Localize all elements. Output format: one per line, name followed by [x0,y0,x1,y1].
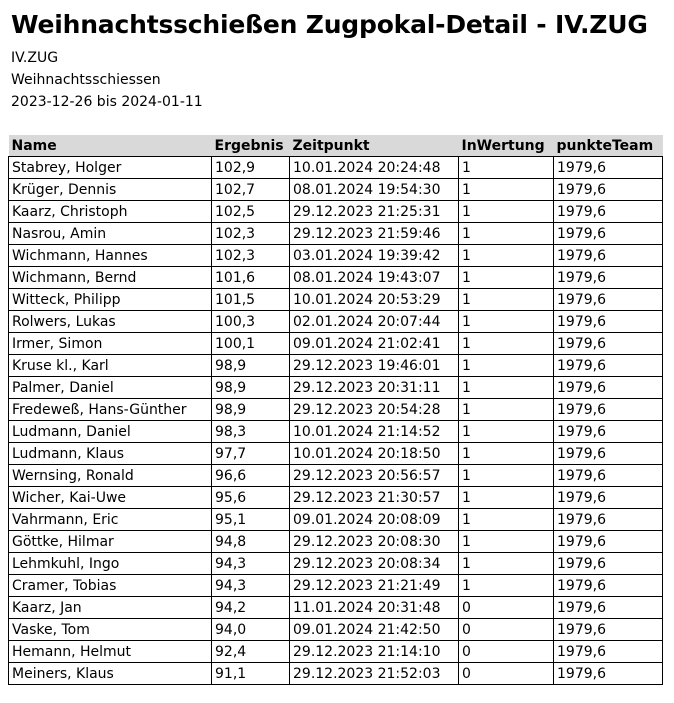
cell-ergebnis: 96,6 [212,465,290,487]
cell-inwertung: 1 [459,421,554,443]
cell-name: Meiners, Klaus [9,663,212,685]
cell-punkteteam: 1979,6 [554,443,663,465]
cell-inwertung: 1 [459,333,554,355]
group-name: IV.ZUG [11,50,59,66]
date-range: 2023-12-26 bis 2024-01-11 [11,94,203,110]
table-row [9,179,663,201]
cell-ergebnis: 95,1 [212,509,290,531]
cell-ergebnis: 102,5 [212,201,290,223]
cell-inwertung: 1 [459,487,554,509]
table-row [9,597,663,619]
table-row [9,289,663,311]
cell-inwertung: 1 [459,553,554,575]
cell-zeitpunkt: 29.12.2023 20:08:30 [290,531,459,553]
cell-inwertung: 1 [459,267,554,289]
cell-ergebnis: 101,5 [212,289,290,311]
event-name: Weihnachtsschiessen [11,72,161,88]
cell-inwertung: 1 [459,465,554,487]
cell-punkteteam: 1979,6 [554,311,663,333]
cell-name: Fredeweß, Hans-Günther [9,399,212,421]
table-row [9,443,663,465]
table-row [9,399,663,421]
column-header-zeitpunkt: Zeitpunkt [290,135,459,157]
table-row [9,377,663,399]
cell-punkteteam: 1979,6 [554,267,663,289]
cell-punkteteam: 1979,6 [554,223,663,245]
cell-name: Rolwers, Lukas [9,311,212,333]
cell-name: Hemann, Helmut [9,641,212,663]
cell-ergebnis: 92,4 [212,641,290,663]
cell-inwertung: 1 [459,245,554,267]
cell-ergebnis: 91,1 [212,663,290,685]
results-table [8,135,663,685]
cell-inwertung: 0 [459,597,554,619]
cell-zeitpunkt: 08.01.2024 19:54:30 [290,179,459,201]
table-row [9,487,663,509]
table-row [9,641,663,663]
cell-name: Vahrmann, Eric [9,509,212,531]
cell-name: Krüger, Dennis [9,179,212,201]
cell-name: Stabrey, Holger [9,157,212,179]
cell-ergebnis: 98,3 [212,421,290,443]
cell-inwertung: 1 [459,289,554,311]
table-header-row [9,135,663,157]
cell-name: Kaarz, Christoph [9,201,212,223]
cell-name: Ludmann, Daniel [9,421,212,443]
cell-punkteteam: 1979,6 [554,355,663,377]
cell-inwertung: 1 [459,509,554,531]
cell-zeitpunkt: 08.01.2024 19:43:07 [290,267,459,289]
column-header-punkteteam: punkteTeam [554,135,663,157]
cell-punkteteam: 1979,6 [554,487,663,509]
cell-zeitpunkt: 29.12.2023 21:21:49 [290,575,459,597]
cell-inwertung: 1 [459,355,554,377]
cell-inwertung: 1 [459,311,554,333]
cell-ergebnis: 94,0 [212,619,290,641]
table-row [9,531,663,553]
cell-zeitpunkt: 10.01.2024 20:18:50 [290,443,459,465]
cell-punkteteam: 1979,6 [554,201,663,223]
cell-inwertung: 1 [459,223,554,245]
cell-ergebnis: 102,3 [212,223,290,245]
table-row [9,245,663,267]
cell-inwertung: 1 [459,157,554,179]
cell-name: Wicher, Kai-Uwe [9,487,212,509]
cell-name: Wichmann, Bernd [9,267,212,289]
cell-zeitpunkt: 09.01.2024 21:42:50 [290,619,459,641]
cell-zeitpunkt: 29.12.2023 20:54:28 [290,399,459,421]
cell-zeitpunkt: 29.12.2023 21:14:10 [290,641,459,663]
column-header-inwertung: InWertung [459,135,554,157]
table-row [9,465,663,487]
table-row [9,663,663,685]
cell-ergebnis: 101,6 [212,267,290,289]
cell-ergebnis: 94,8 [212,531,290,553]
cell-ergebnis: 94,2 [212,597,290,619]
cell-punkteteam: 1979,6 [554,575,663,597]
table-body [9,157,663,685]
cell-ergebnis: 98,9 [212,355,290,377]
cell-punkteteam: 1979,6 [554,531,663,553]
cell-inwertung: 1 [459,399,554,421]
table-row [9,355,663,377]
cell-inwertung: 1 [459,443,554,465]
cell-punkteteam: 1979,6 [554,157,663,179]
cell-punkteteam: 1979,6 [554,245,663,267]
cell-ergebnis: 100,1 [212,333,290,355]
cell-inwertung: 0 [459,619,554,641]
cell-name: Wernsing, Ronald [9,465,212,487]
cell-zeitpunkt: 03.01.2024 19:39:42 [290,245,459,267]
cell-inwertung: 1 [459,377,554,399]
cell-name: Palmer, Daniel [9,377,212,399]
cell-name: Kruse kl., Karl [9,355,212,377]
cell-inwertung: 0 [459,641,554,663]
cell-ergebnis: 102,3 [212,245,290,267]
page-title: Weihnachtsschießen Zugpokal-Detail - IV.ZUG [11,10,648,39]
cell-zeitpunkt: 09.01.2024 20:08:09 [290,509,459,531]
cell-inwertung: 0 [459,663,554,685]
cell-zeitpunkt: 29.12.2023 21:30:57 [290,487,459,509]
cell-punkteteam: 1979,6 [554,619,663,641]
cell-zeitpunkt: 09.01.2024 21:02:41 [290,333,459,355]
cell-zeitpunkt: 10.01.2024 20:53:29 [290,289,459,311]
table-row [9,157,663,179]
table-row [9,421,663,443]
cell-ergebnis: 102,7 [212,179,290,201]
cell-punkteteam: 1979,6 [554,179,663,201]
table-row [9,509,663,531]
cell-ergebnis: 100,3 [212,311,290,333]
cell-name: Witteck, Philipp [9,289,212,311]
cell-zeitpunkt: 29.12.2023 21:59:46 [290,223,459,245]
table-row [9,333,663,355]
cell-zeitpunkt: 29.12.2023 20:31:11 [290,377,459,399]
table-row [9,619,663,641]
cell-zeitpunkt: 02.01.2024 20:07:44 [290,311,459,333]
cell-name: Lehmkuhl, Ingo [9,553,212,575]
cell-punkteteam: 1979,6 [554,465,663,487]
table-row [9,223,663,245]
cell-ergebnis: 97,7 [212,443,290,465]
cell-inwertung: 1 [459,201,554,223]
cell-name: Kaarz, Jan [9,597,212,619]
cell-punkteteam: 1979,6 [554,333,663,355]
cell-zeitpunkt: 29.12.2023 21:52:03 [290,663,459,685]
cell-inwertung: 1 [459,575,554,597]
table-row [9,575,663,597]
cell-name: Göttke, Hilmar [9,531,212,553]
cell-punkteteam: 1979,6 [554,421,663,443]
cell-ergebnis: 94,3 [212,575,290,597]
cell-zeitpunkt: 29.12.2023 20:08:34 [290,553,459,575]
table-row [9,311,663,333]
cell-punkteteam: 1979,6 [554,553,663,575]
cell-name: Vaske, Tom [9,619,212,641]
cell-name: Irmer, Simon [9,333,212,355]
cell-zeitpunkt: 11.01.2024 20:31:48 [290,597,459,619]
cell-punkteteam: 1979,6 [554,377,663,399]
table-row [9,201,663,223]
cell-ergebnis: 94,3 [212,553,290,575]
cell-zeitpunkt: 29.12.2023 19:46:01 [290,355,459,377]
cell-name: Cramer, Tobias [9,575,212,597]
table-row [9,267,663,289]
cell-zeitpunkt: 29.12.2023 20:56:57 [290,465,459,487]
cell-ergebnis: 98,9 [212,377,290,399]
cell-punkteteam: 1979,6 [554,399,663,421]
cell-zeitpunkt: 10.01.2024 20:24:48 [290,157,459,179]
table-row [9,553,663,575]
cell-name: Wichmann, Hannes [9,245,212,267]
cell-ergebnis: 102,9 [212,157,290,179]
cell-zeitpunkt: 10.01.2024 21:14:52 [290,421,459,443]
column-header-name: Name [9,135,212,157]
cell-ergebnis: 98,9 [212,399,290,421]
column-header-ergebnis: Ergebnis [212,135,290,157]
cell-inwertung: 1 [459,531,554,553]
cell-name: Nasrou, Amin [9,223,212,245]
cell-punkteteam: 1979,6 [554,641,663,663]
cell-punkteteam: 1979,6 [554,509,663,531]
cell-zeitpunkt: 29.12.2023 21:25:31 [290,201,459,223]
cell-punkteteam: 1979,6 [554,289,663,311]
cell-ergebnis: 95,6 [212,487,290,509]
cell-inwertung: 1 [459,179,554,201]
cell-name: Ludmann, Klaus [9,443,212,465]
cell-punkteteam: 1979,6 [554,663,663,685]
cell-punkteteam: 1979,6 [554,597,663,619]
